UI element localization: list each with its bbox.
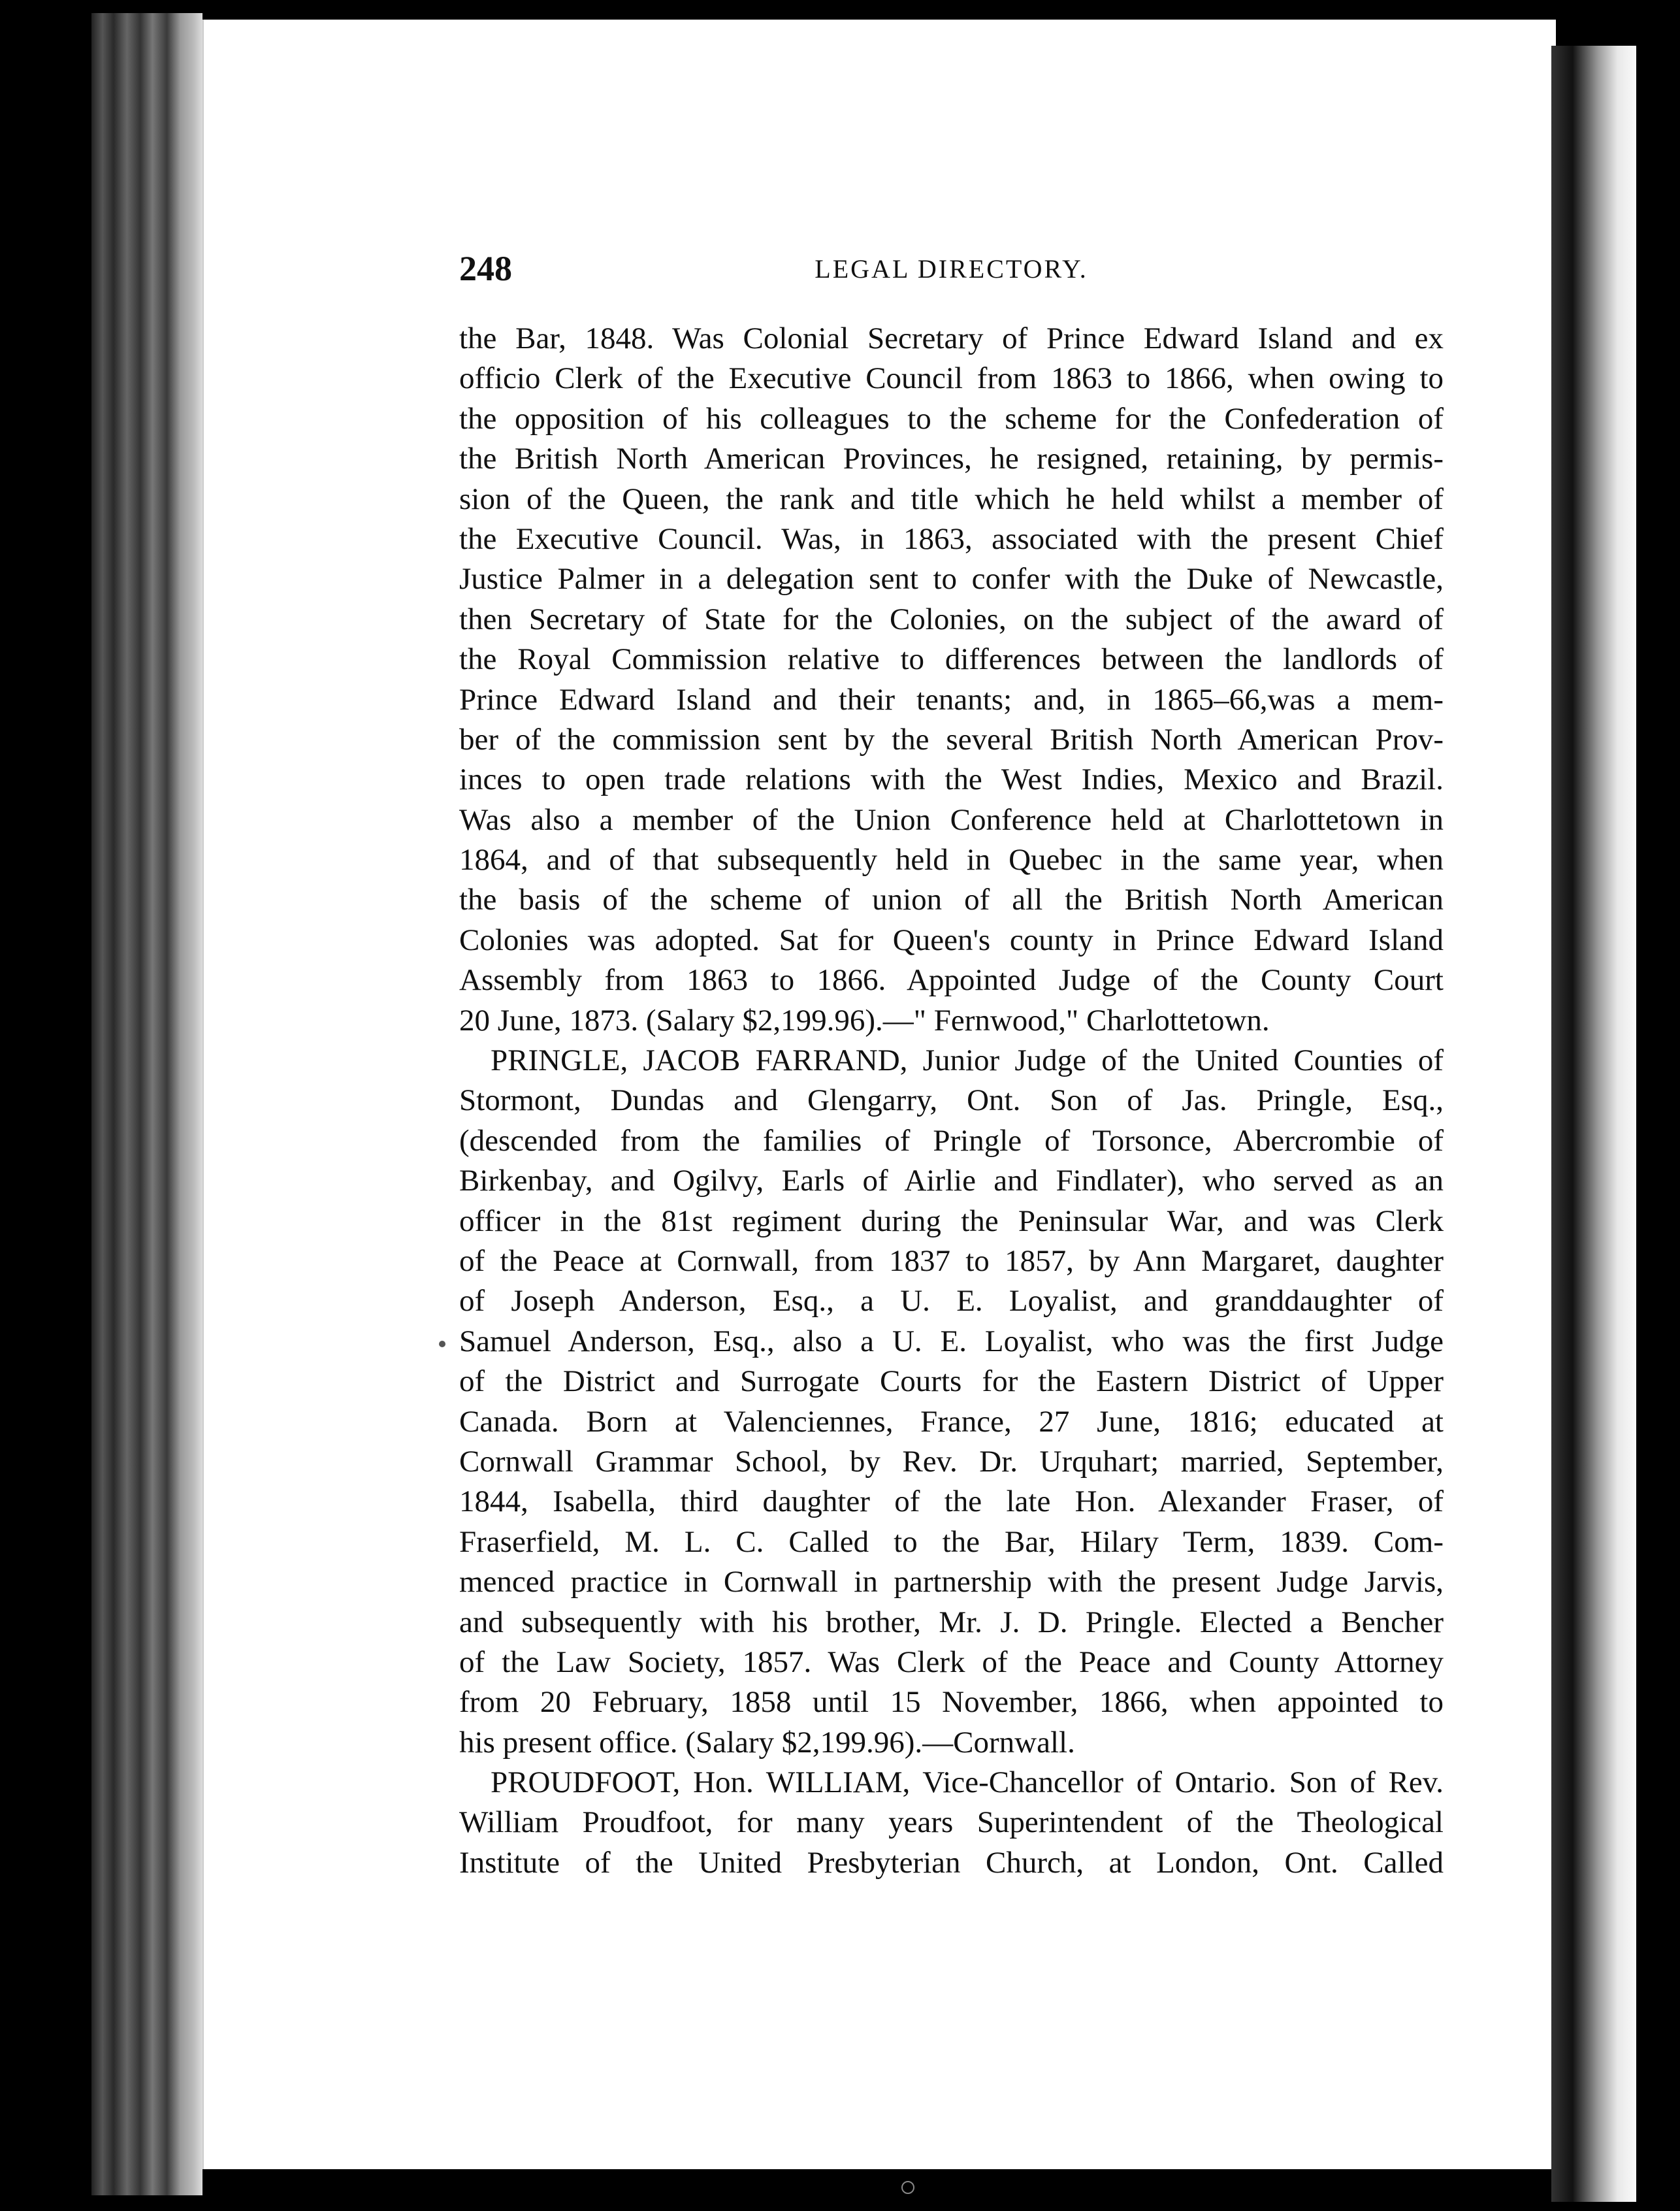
page-blemish bbox=[901, 2181, 914, 2194]
text-line: his present office. (Salary $2,199.96).—Cornwall. bbox=[459, 1725, 1075, 1760]
text-line: Stormont, Dundas and Glengarry, Ont. Son of Jas. Pringle, Esq., bbox=[459, 1083, 1444, 1118]
text-line: the basis of the scheme of union of all the British North American bbox=[459, 883, 1444, 917]
book-spine-shadow bbox=[91, 13, 202, 2195]
text-line: Fraserfield, M. L. C. Called to the Bar, Hilary Term, 1839. Com- bbox=[459, 1524, 1444, 1559]
text-line: of the Law Society, 1857. Was Clerk of the Peace and County Attorney bbox=[459, 1645, 1444, 1679]
text-line: 1864, and of that subsequently held in Quebec in the same year, when bbox=[459, 843, 1444, 877]
page-header bbox=[459, 248, 1444, 294]
text-line: of Joseph Anderson, Esq., a U. E. Loyalist, and granddaughter of bbox=[459, 1284, 1444, 1318]
text-line: Institute of the United Presbyterian Church, at London, Ont. Called bbox=[459, 1845, 1444, 1880]
text-line: William Proudfoot, for many years Superintendent of the Theological bbox=[459, 1805, 1444, 1840]
text-line: 20 June, 1873. (Salary $2,199.96).—" Fernwood," Charlottetown. bbox=[459, 1003, 1270, 1038]
entry-start-line: PRINGLE, JACOB FARRAND, Junior Judge of the United Counties of bbox=[491, 1043, 1444, 1078]
text-line: and subsequently with his brother, Mr. J. D. Pringle. Elected a Bencher bbox=[459, 1605, 1444, 1639]
entry-start-line: PROUDFOOT, Hon. WILLIAM, Vice-Chancellor of Ontario. Son of Rev. bbox=[491, 1765, 1444, 1800]
text-line: (descended from the families of Pringle of Torsonce, Abercrombie of bbox=[459, 1123, 1444, 1158]
text-line: the Royal Commission relative to differences between the landlords of bbox=[459, 642, 1444, 677]
text-line: the opposition of his colleagues to the scheme for the Confederation of bbox=[459, 401, 1444, 436]
text-line: Samuel Anderson, Esq., also a U. E. Loyalist, who was the first Judge bbox=[459, 1324, 1444, 1358]
text-line: Cornwall Grammar School, by Rev. Dr. Urquhart; married, September, bbox=[459, 1444, 1444, 1479]
text-line: Canada. Born at Valenciennes, France, 27 June, 1816; educated at bbox=[459, 1404, 1444, 1439]
text-line: officer in the 81st regiment during the Peninsular War, and was Clerk bbox=[459, 1204, 1444, 1238]
margin-mark bbox=[439, 1341, 445, 1347]
text-line: the Bar, 1848. Was Colonial Secretary of Prince Edward Island and ex bbox=[459, 321, 1444, 355]
text-line: of the Peace at Cornwall, from 1837 to 1857, by Ann Margaret, daughter bbox=[459, 1243, 1444, 1278]
text-line: sion of the Queen, the rank and title which he held whilst a member of bbox=[459, 482, 1444, 516]
text-line: the Executive Council. Was, in 1863, associated with the present Chief bbox=[459, 521, 1444, 556]
text-line: menced practice in Cornwall in partnership with the present Judge Jarvis, bbox=[459, 1565, 1444, 1599]
text-line: Colonies was adopted. Sat for Queen's county in Prince Edward Island bbox=[459, 923, 1444, 957]
text-line: Assembly from 1863 to 1866. Appointed Judge of the County Court bbox=[459, 963, 1444, 998]
text-line: officio Clerk of the Executive Council from 1863 to 1866, when owing to bbox=[459, 361, 1444, 396]
text-line: 1844, Isabella, third daughter of the late Hon. Alexander Fraser, of bbox=[459, 1484, 1444, 1519]
text-line: ber of the commission sent by the several British North American Prov- bbox=[459, 722, 1444, 757]
text-line: the British North American Provinces, he resigned, retaining, by permis- bbox=[459, 442, 1444, 476]
text-line: Justice Palmer in a delegation sent to confer with the Duke of Newcastle, bbox=[459, 562, 1444, 597]
text-line: Prince Edward Island and their tenants; and, in 1865–66,was a mem- bbox=[459, 682, 1444, 717]
text-line: Birkenbay, and Ogilvy, Earls of Airlie and Findlater), who served as an bbox=[459, 1164, 1444, 1198]
text-line: of the District and Surrogate Courts for the Eastern District of Upper bbox=[459, 1364, 1444, 1399]
facing-page-edge bbox=[1551, 46, 1636, 2202]
body-text bbox=[459, 319, 1444, 1883]
text-line: inces to open trade relations with the West Indies, Mexico and Brazil. bbox=[459, 762, 1444, 797]
text-line: then Secretary of State for the Colonies, on the subject of the award of bbox=[459, 602, 1444, 636]
text-line: Was also a member of the Union Conference held at Charlottetown in bbox=[459, 802, 1444, 837]
page-number: 248 bbox=[459, 249, 512, 288]
text-line: from 20 February, 1858 until 15 November, 1866, when appointed to bbox=[459, 1685, 1444, 1720]
running-head: LEGAL DIRECTORY. bbox=[815, 254, 1088, 284]
